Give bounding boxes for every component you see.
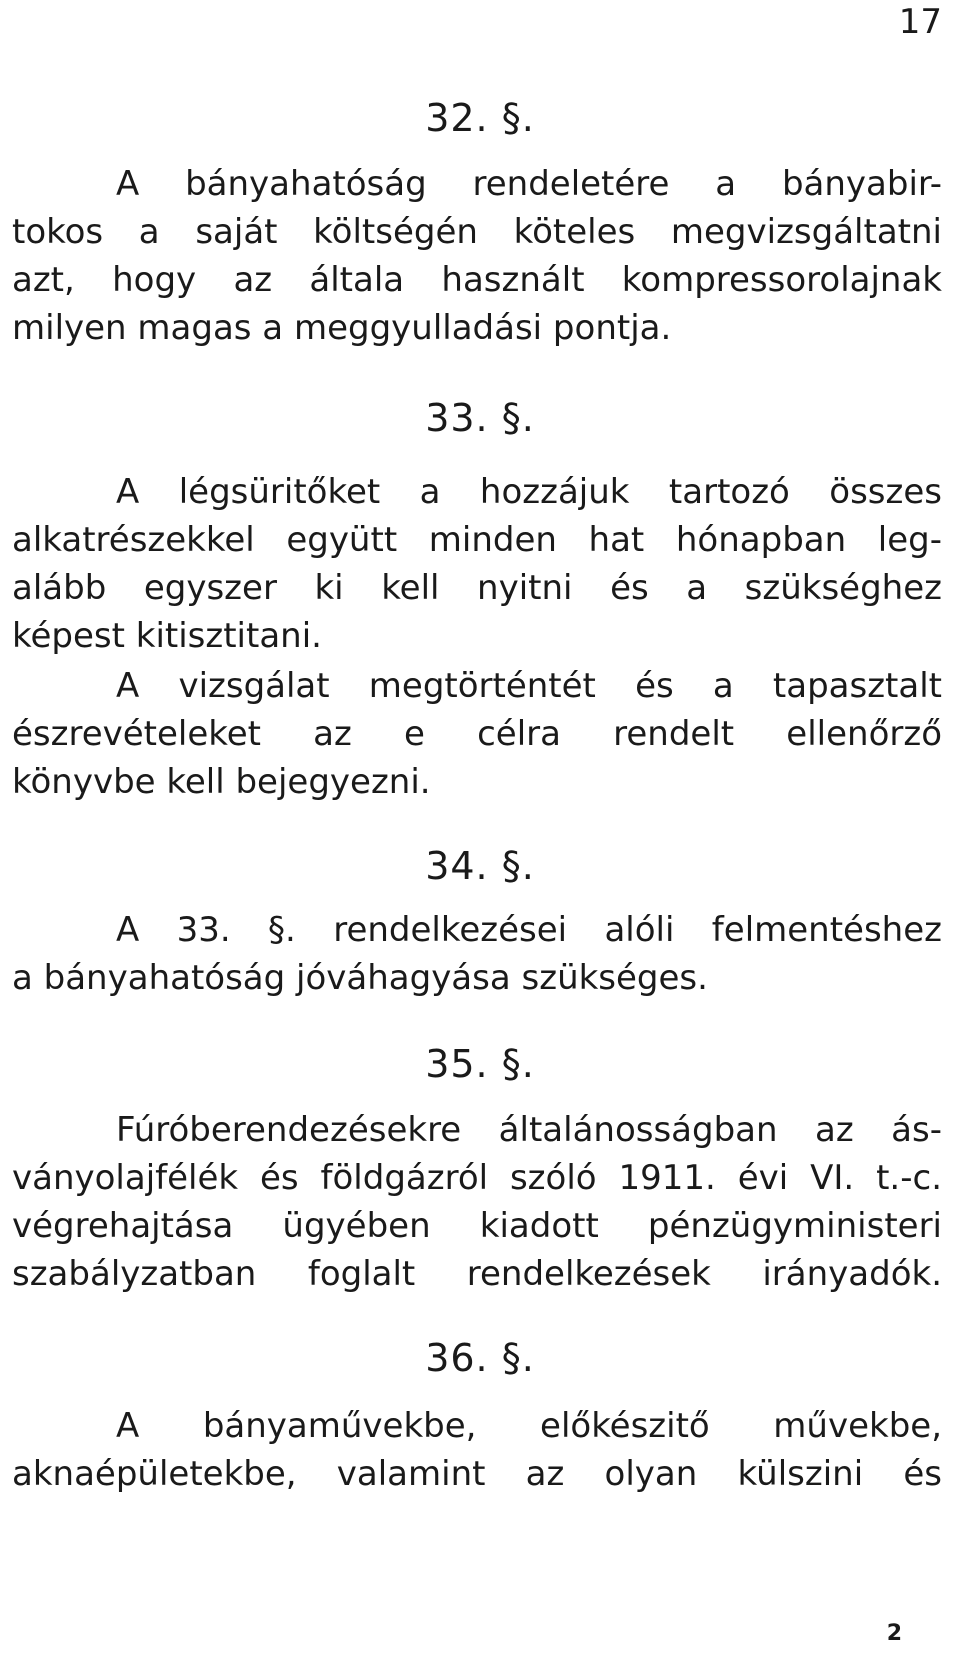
paragraph-line: A 33. §. rendelkezései alóli felmentéshez (116, 910, 942, 950)
paragraph-line: észrevételeket az e célra rendelt ellenőrző (12, 714, 942, 754)
paragraph-line: azt, hogy az általa használt kompressorolajnak (12, 260, 942, 300)
paragraph-line: végrehajtása ügyében kiadott pénzügyministeri (12, 1206, 942, 1246)
paragraph-line: alább egyszer ki kell nyitni és a szükséghez (12, 568, 942, 608)
section-heading-35: 35. §. (425, 1042, 535, 1086)
paragraph-line: alkatrészekkel együtt minden hat hónapban leg- (12, 520, 942, 560)
paragraph-line: A vizsgálat megtörténtét és a tapasztalt (116, 666, 942, 706)
paragraph-line: könyvbe kell bejegyezni. (12, 762, 431, 802)
paragraph-line: szabályzatban foglalt rendelkezések irányadók. (12, 1254, 942, 1294)
section-heading-32: 32. §. (425, 96, 535, 140)
paragraph-line: aknaépületekbe, valamint az olyan külszini és (12, 1454, 942, 1494)
paragraph-line: milyen magas a meggyulladási pontja. (12, 308, 672, 348)
paragraph-line: Fúróberendezésekre általánosságban az ás- (116, 1110, 942, 1150)
paragraph-line: A bányaművekbe, előkészitő művekbe, (116, 1406, 942, 1446)
paragraph-line: ványolajfélék és földgázról szóló 1911. évi VI. t.-c. (12, 1158, 942, 1198)
paragraph-line: tokos a saját költségén köteles megvizsgáltatni (12, 212, 942, 252)
section-heading-36: 36. §. (425, 1336, 535, 1380)
paragraph-line: képest kitisztitani. (12, 616, 322, 656)
paragraph-line: A légsüritőket a hozzájuk tartozó összes (116, 472, 942, 512)
paragraph-line: a bányahatóság jóváhagyása szükséges. (12, 958, 708, 998)
section-heading-33: 33. §. (425, 396, 535, 440)
signature-mark: 2 (886, 1621, 902, 1646)
section-heading-34: 34. §. (425, 844, 535, 888)
paragraph-line: A bányahatóság rendeletére a bányabir- (116, 164, 942, 204)
page-number: 17 (898, 2, 942, 42)
